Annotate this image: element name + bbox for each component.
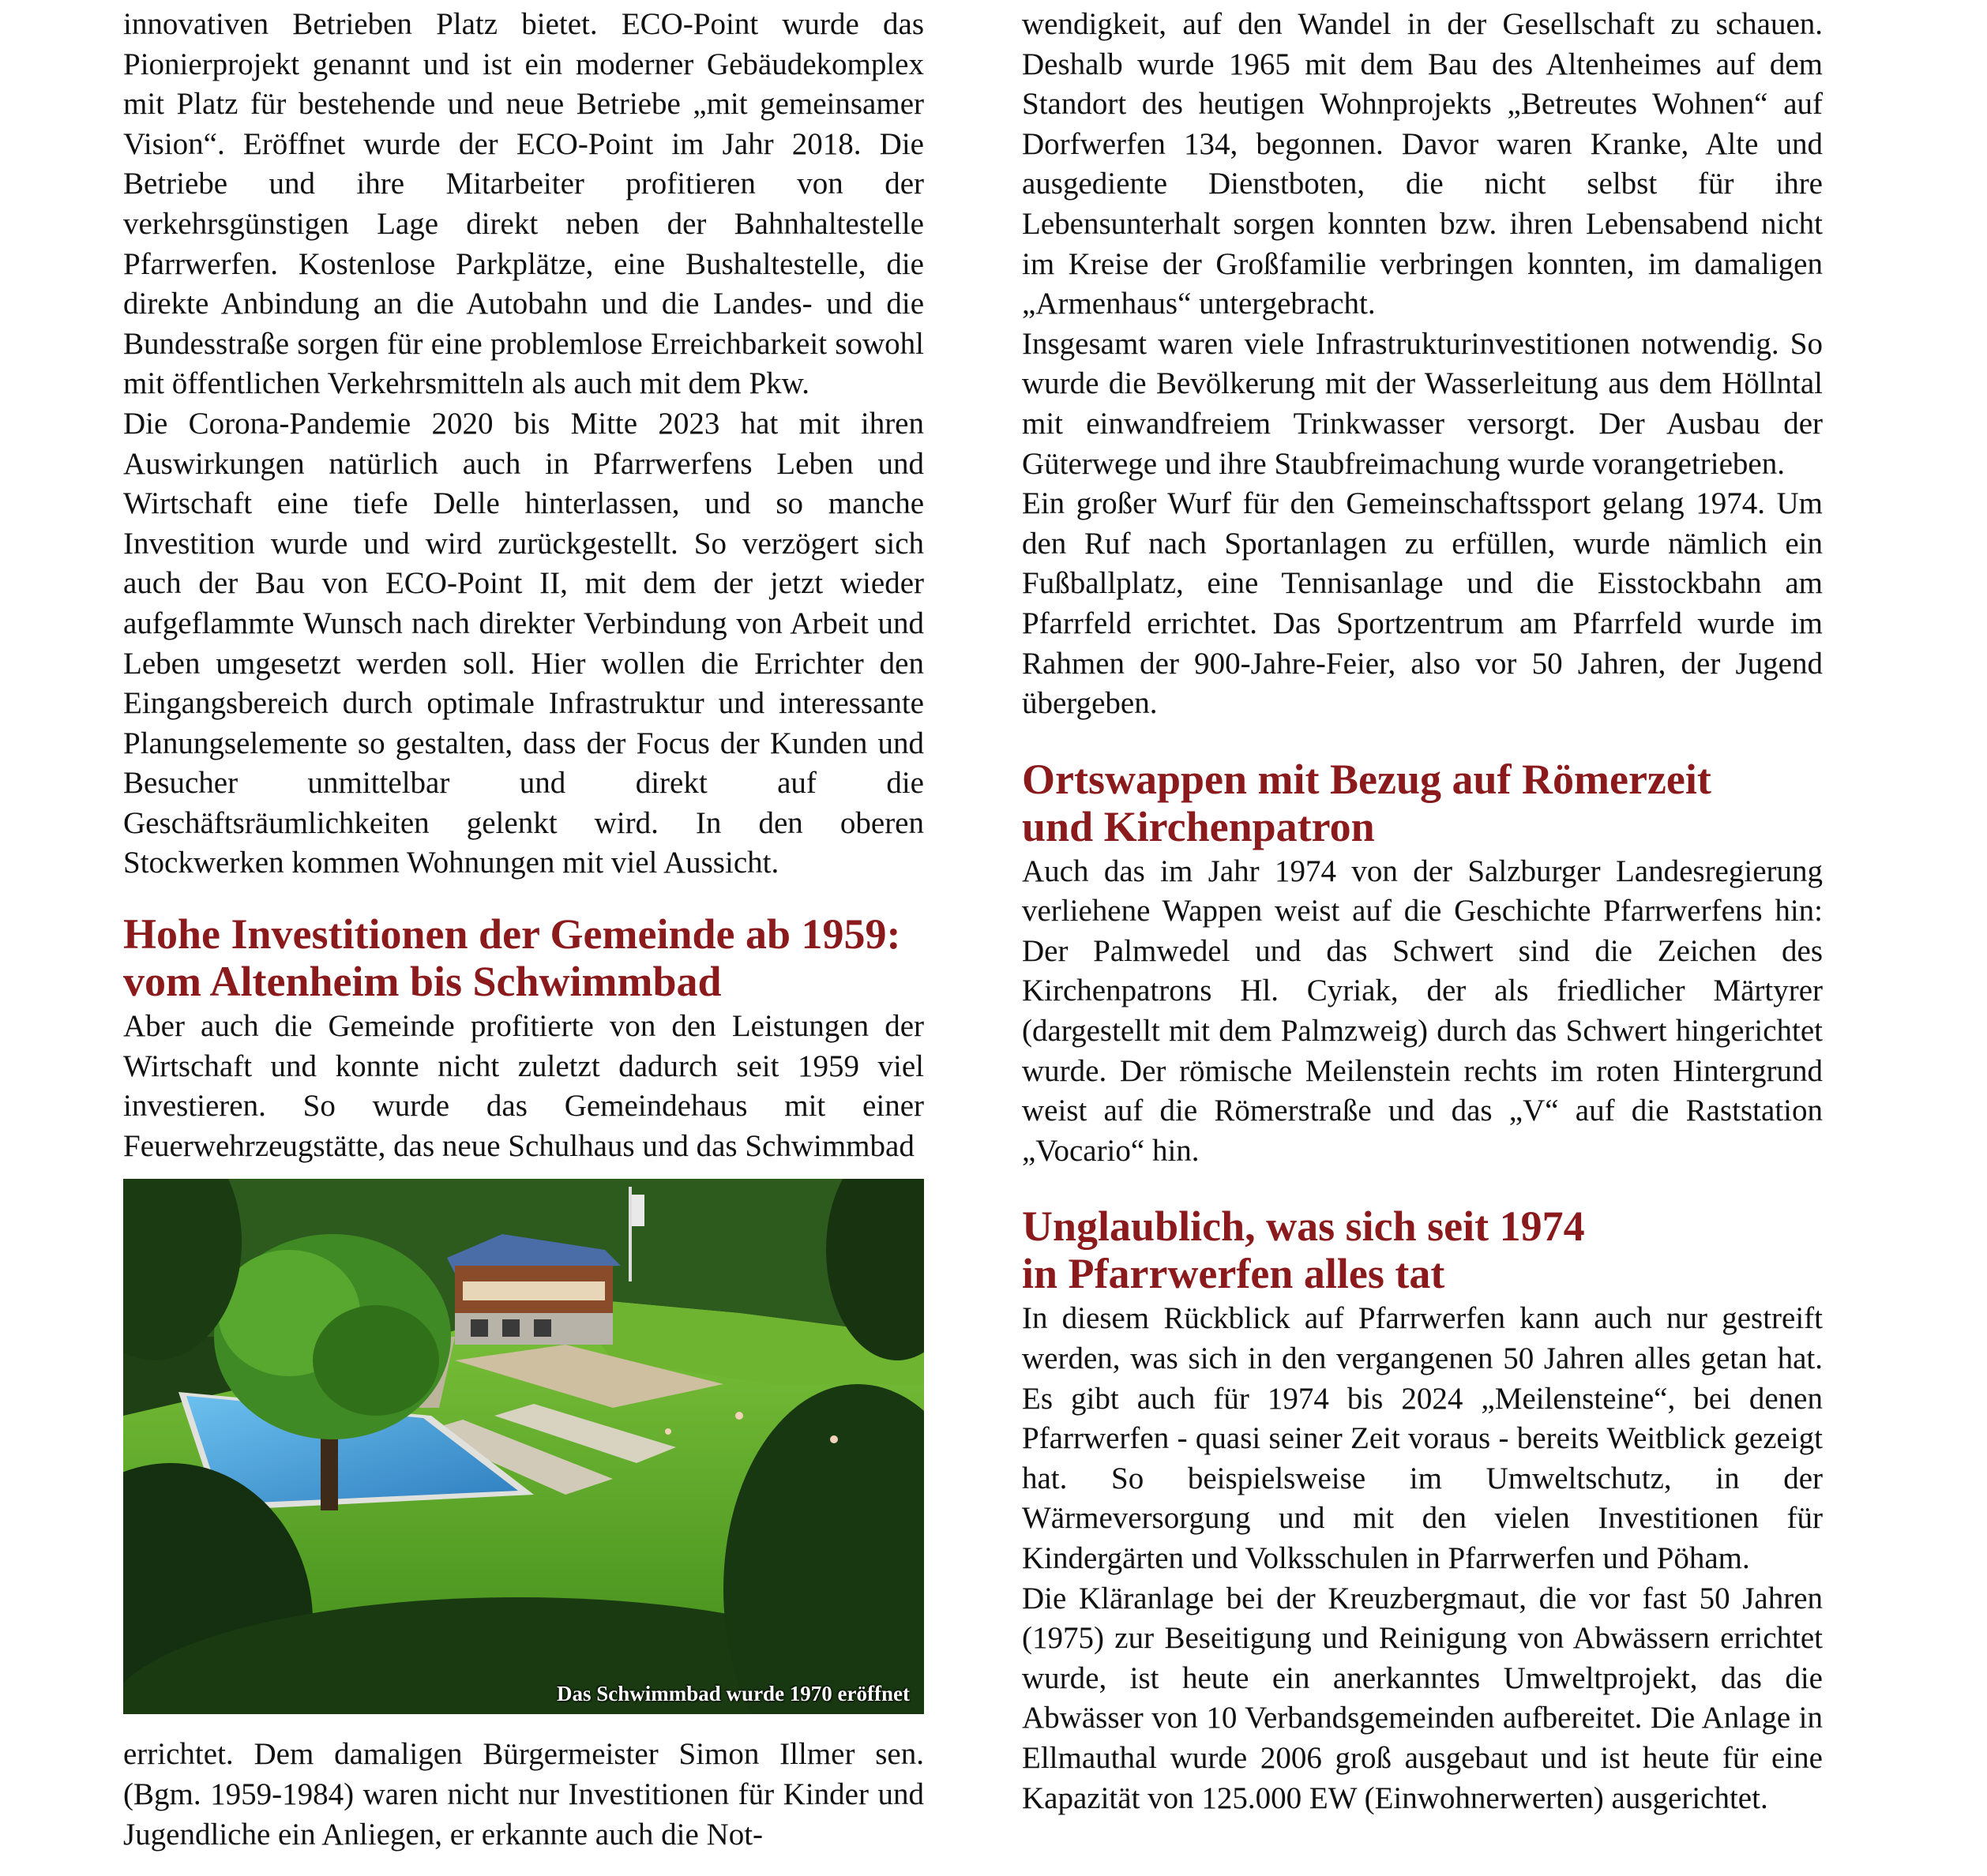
heading-unglaublich [1022,1203,1823,1297]
right-paragraph-1: wendigkeit, auf den Wandel in der Gesellschaft zu schauen. Deshalb wurde 1965 mit dem Bau des Altenheimes auf dem Standort des heutigen Wohnprojekts „Betreutes Wohnen“ auf Dorfwerfen 134, begonnen. Davor waren Kranke, Alte und ausgediente Dienstboten, die nicht selbst für ihre Lebensunterhalt sorgen konnten bzw. ihren Lebensabend nicht im Kreise der Großfamilie verbringen konnten, im damaligen „Armenhaus“ untergebracht. [1022,7,1823,321]
heading-investitionen-line-2: vom Altenheim bis Schwimmbad [123,958,722,1006]
right-paragraph-6: Die Kläranlage bei der Kreuzbergmaut, die vor fast 50 Jahren (1975) zur Beseitigung und Reinigung von Abwässern errichtet wurde, ist heute ein anerkanntes Umweltprojekt, das die Abwässer von 10 Verbandsgemeinden aufbereitet. Die Anlage in Ellmauthal wurde 2006 groß ausgebaut und ist heute für eine Kapazität von 125.000 EW (Einwohnerwerten) ausgerichtet. [1022,1581,1823,1815]
heading-unglaublich-line-1: Unglaublich, was sich seit 1974 [1022,1203,1585,1251]
heading-investitionen-line-1: Hohe Investitionen der Gemeinde ab 1959: [123,910,901,959]
heading-ortswappen-line-1: Ortswappen mit Bezug auf Römerzeit [1022,755,1711,803]
left-paragraph-1: innovativen Betrieben Platz bietet. ECO-Point wurde das Pionierprojekt genannt und ist ein moderner Gebäudekomplex mit Platz für bestehende und neue Betriebe „mit gemeinsamer Vision“. Eröffnet wurde der ECO-Point im Jahr 2018. Die Betriebe und ihre Mitarbeiter profitieren von der verkehrsgünstigen Lage direkt neben der Bahnhaltestelle Pfarrwerfen. Kostenlose Parkplätze, eine Bushaltestelle, die direkte Anbindung an die Autobahn und die Landes- und die Bundesstraße sorgen für eine problemlose Erreichbarkeit sowohl mit öffentlichen Verkehrsmitteln als auch mit dem Pkw. [123,7,924,401]
heading-ortswappen [1022,756,1823,850]
photo-caption: Das Schwimmbad wurde 1970 eröffnet [557,1682,910,1706]
heading-investitionen [123,910,924,1005]
right-column [1022,5,1823,1818]
schwimmbad-illustration [123,1179,924,1714]
heading-ortswappen-line-2: und Kirchenpatron [1022,802,1375,850]
left-column [123,5,924,1855]
left-paragraph-3: Aber auch die Gemeinde profitierte von den Leistungen der Wirtschaft und konnte nicht zuletzt dadurch seit 1959 viel investieren. So wurde das Gemeindehaus mit einer Feuerwehrzeugstätte, das neue Schulhaus und das Schwimmbad [123,1009,924,1163]
left-paragraph-2: Die Corona-Pandemie 2020 bis Mitte 2023 hat mit ihren Auswirkungen natürlich auch in Pfarrwerfens Leben und Wirtschaft eine tiefe Delle hinterlassen, und so manche Investition wurde und wird zurückgestellt. So verzögert sich auch der Bau von ECO-Point II, mit dem der jetzt wieder aufgeflammte Wunsch nach direkter Verbindung von Arbeit und Leben umgesetzt werden soll. Hier wollen die Errichter den Eingangsbereich durch optimale Infrastruktur und interessante Planungselemente so gestalten, dass der Focus der Kunden und Besucher unmittelbar und direkt auf die Geschäftsräumlichkeiten gelenkt wird. In den oberen Stockwerken kommen Wohnungen mit viel Aussicht. [123,406,924,880]
right-paragraph-3: Ein großer Wurf für den Gemeinschaftssport gelang 1974. Um den Ruf nach Sportanlagen zu erfüllen, wurde nämlich ein Fußballplatz, eine Tennisanlage und die Eisstockbahn am Pfarrfeld errichtet. Das Sportzentrum am Pfarrfeld wurde im Rahmen der 900-Jahre-Feier, also vor 50 Jahren, der Jugend übergeben. [1022,486,1823,721]
left-paragraph-4: errichtet. Dem damaligen Bürgermeister Simon Illmer sen. (Bgm. 1959-1984) waren nicht nur Investitionen für Kinder und Jugendliche ein Anliegen, er erkannte auch die Not- [123,1737,924,1852]
heading-unglaublich-line-2: in Pfarrwerfen alles tat [1022,1250,1445,1298]
right-paragraph-5: In diesem Rückblick auf Pfarrwerfen kann auch nur gestreift werden, was sich in den vergangenen 50 Jahren alles getan hat. Es gibt auch für 1974 bis 2024 „Meilensteine“, bei denen Pfarrwerfen - quasi seiner Zeit voraus - bereits Weitblick gezeigt hat. So beispielsweise im Umweltschutz, in der Wärmeversorgung und mit den vielen Investitionen für Kindergärten und Volksschulen in Pfarrwerfen und Pöham. [1022,1301,1823,1575]
right-paragraph-4: Auch das im Jahr 1974 von der Salzburger Landesregierung verliehene Wappen weist auf die Geschichte Pfarrwerfens hin: Der Palmwedel und das Schwert sind die Zeichen des Kirchenpatrons Hl. Cyriak, der als friedlicher Märtyrer (dargestellt mit dem Palmzweig) durch das Schwert hingerichtet wurde. Der römische Meilenstein rechts im roten Hintergrund weist auf die Römerstraße und das „V“ auf die Raststation „Vocario“ hin. [1022,854,1823,1168]
right-paragraph-2: Insgesamt waren viele Infrastrukturinvestitionen notwendig. So wurde die Bevölkerung mit der Wasserleitung aus dem Höllntal mit einwandfreiem Trinkwasser versorgt. Der Ausbau der Güterwege und ihre Staubfreimachung wurde vorangetrieben. [1022,326,1823,481]
schwimmbad-photo [123,1179,924,1714]
